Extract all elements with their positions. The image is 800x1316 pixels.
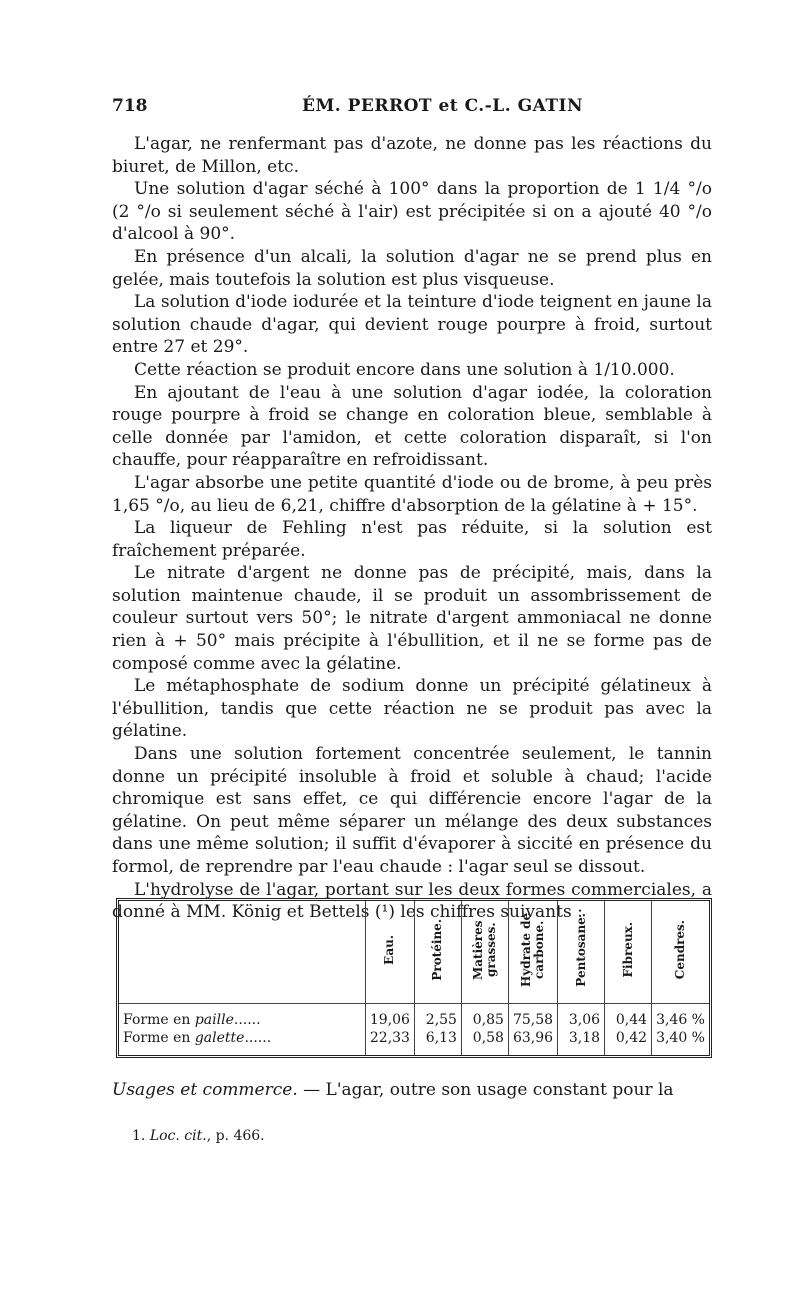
table-cell: 0,42 xyxy=(605,1030,652,1048)
footnote-number: 1. xyxy=(132,1128,150,1144)
footnote xyxy=(132,1128,265,1144)
body-text xyxy=(112,133,712,924)
table-filler-row xyxy=(119,1048,709,1055)
table-cell: 22,33 xyxy=(365,1030,414,1048)
table-cell: 0,58 xyxy=(461,1030,508,1048)
table-cell: 2,55 xyxy=(414,1004,461,1031)
table-cell: 3,40 % xyxy=(652,1030,709,1048)
column-header: Eau. xyxy=(365,901,414,1004)
closing-text: — L'agar, outre son usage constant pour la xyxy=(297,1080,674,1100)
table-cell: 63,96 xyxy=(508,1030,557,1048)
composition-table xyxy=(116,898,712,1058)
paragraph: En présence d'un alcali, la solution d'agar ne se prend plus en gelée, mais toutefois la solution est plus visqueuse. xyxy=(112,246,712,290)
table-row xyxy=(119,1030,709,1048)
paragraph: L'agar absorbe une petite quantité d'iode ou de brome, à peu près 1,65 °/o, au lieu de 6,21, chiffre d'absorption de la gélatine à + 15°. xyxy=(112,472,712,516)
table-cell: 3,46 % xyxy=(652,1004,709,1031)
footnote-page: , p. 466. xyxy=(206,1128,265,1144)
table-cell: 19,06 xyxy=(365,1004,414,1031)
running-title: ÉM. PERROT et C.-L. GATIN xyxy=(302,96,583,116)
column-header: Protéine. xyxy=(414,901,461,1004)
column-header: Matières grasses. xyxy=(461,901,508,1004)
table-row xyxy=(119,1004,709,1031)
footnote-citation: Loc. cit. xyxy=(149,1128,207,1144)
table-cell: 3,18 xyxy=(558,1030,605,1048)
paragraph: En ajoutant de l'eau à une solution d'agar iodée, la coloration rouge pourpre à froid se change en coloration bleue, semblable à celle donnée par l'amidon, et cette coloration disparaît, si l'on chauffe, pour réapparaître en refroidissant. xyxy=(112,382,712,471)
table-cell: 0,44 xyxy=(605,1004,652,1031)
table-cell: 75,58 xyxy=(508,1004,557,1031)
closing-line xyxy=(112,1080,712,1100)
page-number: 718 xyxy=(112,96,148,116)
paragraph: L'hydrolyse de l'agar, portant sur les deux formes commerciales, a donné à MM. König et Bettels (¹) les chiffres suivants : xyxy=(112,879,712,923)
paragraph: Cette réaction se produit encore dans une solution à 1/10.000. xyxy=(134,359,675,380)
row-label: Forme en paille...... xyxy=(123,1012,261,1028)
row-label: Forme en galette...... xyxy=(123,1030,272,1046)
table-cell: 6,13 xyxy=(414,1030,461,1048)
paragraph: Le nitrate d'argent ne donne pas de précipité, mais, dans la solution maintenue chaude, il se produit un assombrissement de couleur surtout vers 50°; le nitrate d'argent ammoniacal ne donne rien à + 50° mais précipite à l'ébullition, et il ne se forme pas de composé comme avec la gélatine. xyxy=(112,563,712,674)
column-header: Pentosane. xyxy=(558,901,605,1004)
section-lead: Usages et commerce. xyxy=(112,1080,298,1100)
column-header: Hydrate de carbone. xyxy=(508,901,557,1004)
paragraph: Dans une solution fortement concentrée seulement, le tannin donne un précipité insoluble à froid et soluble à chaud; l'acide chromique est sans effet, ce qui différencie encore l'agar de la gélatine. On peut même séparer un mélange des deux substances dans une même solution; il suffit d'évaporer à siccité en présence du formol, de reprendre par l'eau chaude : l'agar seul se dissout. xyxy=(112,744,712,877)
table-cell: 3,06 xyxy=(558,1004,605,1031)
column-header: Cendres. xyxy=(652,901,709,1004)
table-header-row xyxy=(119,901,709,1004)
table-cell: 0,85 xyxy=(461,1004,508,1031)
paragraph: La solution d'iode iodurée et la teinture d'iode teignent en jaune la solution chaude d'agar, qui devient rouge pourpre à froid, surtout entre 27 et 29°. xyxy=(112,292,712,358)
paragraph: Une solution d'agar séché à 100° dans la proportion de 1 1/4 °/o (2 °/o si seulement séché à l'air) est précipitée si on a ajouté 40 °/o d'alcool à 90°. xyxy=(112,179,712,245)
paragraph: La liqueur de Fehling n'est pas réduite, si la solution est fraîchement préparée. xyxy=(112,518,712,561)
data-table xyxy=(119,901,709,1055)
column-header: Fibreux. xyxy=(605,901,652,1004)
paragraph: Le métaphosphate de sodium donne un précipité gélatineux à l'ébullition, tandis que cette réaction ne se produit pas avec la gélatine. xyxy=(112,676,712,742)
running-header xyxy=(112,96,712,126)
paragraph: L'agar, ne renfermant pas d'azote, ne donne pas les réactions du biuret, de Millon, etc. xyxy=(112,134,712,177)
header-spacer xyxy=(119,901,365,1004)
